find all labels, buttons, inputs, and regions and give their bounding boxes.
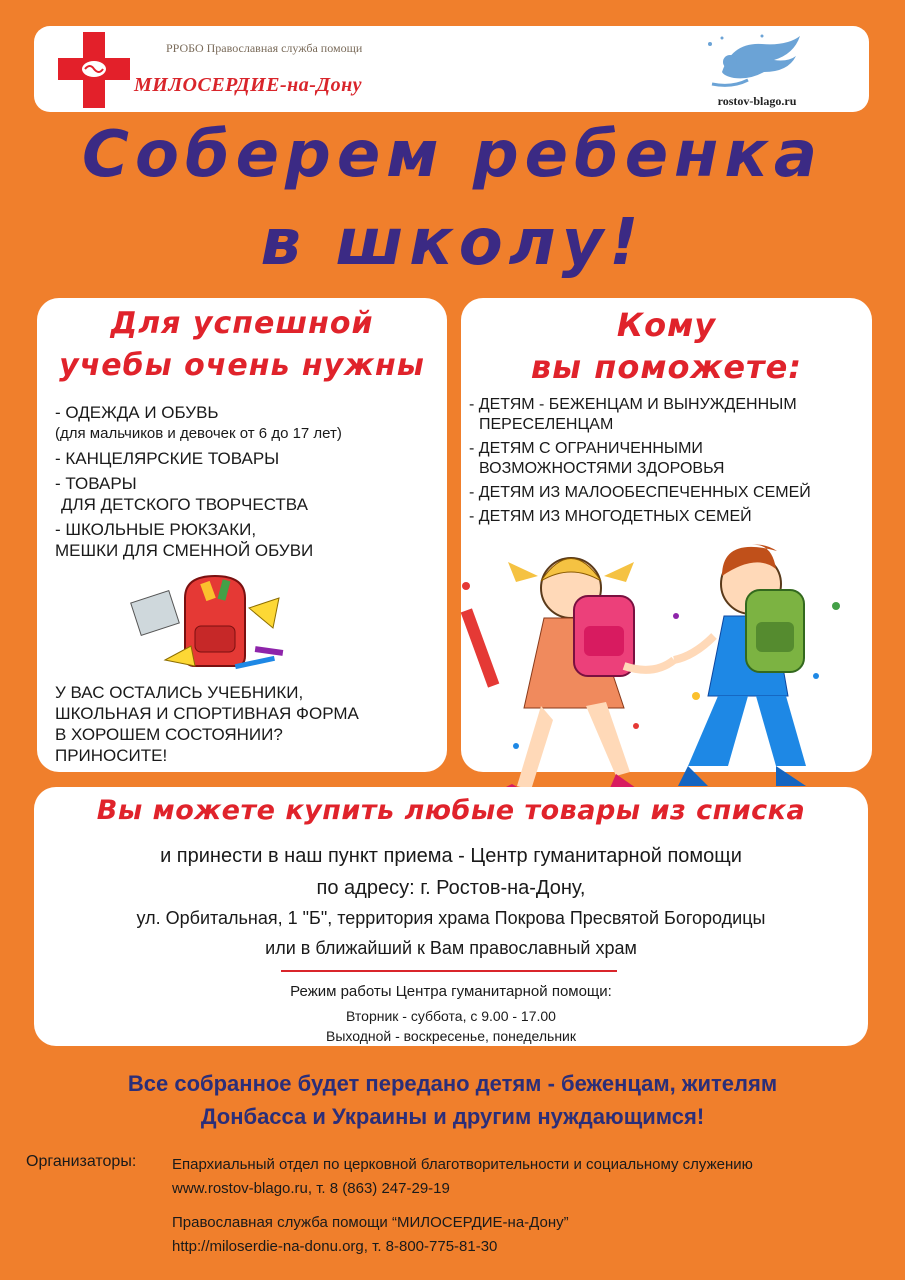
needs-heading-line2: учебы очень нужны xyxy=(59,348,425,383)
address-line3: ул. Орбитальная, 1 "Б", территория храма Покрова Пресвятой Богородицы xyxy=(136,908,766,928)
extra-note: У ВАС ОСТАЛИСЬ УЧЕБНИКИ, ШКОЛЬНАЯ И СПОРТИВНАЯ ФОРМА В ХОРОШЕМ СОСТОЯНИИ? ПРИНОСИТЕ! xyxy=(55,683,359,765)
site-url: rostov-blago.ru xyxy=(717,94,797,108)
org-name: МИЛОСЕРДИЕ-на-Дону xyxy=(134,74,363,96)
children-illustration-icon xyxy=(456,526,856,806)
final-statement-line1: Все собранное будет передано детям - беженцам, жителям xyxy=(127,1071,778,1096)
recipients-heading-line2: вы поможете: xyxy=(530,348,803,386)
address-line2: по адресу: г. Ростов-на-Дону, xyxy=(316,877,586,899)
purchase-panel xyxy=(34,787,868,1046)
hours-weekdays: Вторник - суббота, с 9.00 - 17.00 xyxy=(346,1008,556,1024)
organizer-1-name: Епархиальный отдел по церковной благотворительности и социальному служению xyxy=(172,1156,753,1173)
main-title-line2: в школу! xyxy=(260,206,645,280)
angel-logo-icon xyxy=(702,32,806,94)
red-cross-logo-icon xyxy=(58,32,130,108)
organizer-2-contacts: http://miloserdie-na-donu.org, т. 8-800-775-81-30 xyxy=(172,1238,498,1255)
school-supplies-illustration-icon xyxy=(125,568,295,680)
list-item: - ОДЕЖДА И ОБУВЬ (для мальчиков и девочек от 6 до 17 лет) xyxy=(55,403,342,442)
list-item: - ДЕТЯМ - БЕЖЕНЦАМ И ВЫНУЖДЕННЫМ ПЕРЕСЕЛЕНЦАМ xyxy=(469,396,797,433)
organizers-label: Организаторы: xyxy=(26,1153,137,1170)
purchase-heading: Вы можете купить любые товары из списка xyxy=(96,795,806,826)
list-item: - ШКОЛЬНЫЕ РЮКЗАКИ, МЕШКИ ДЛЯ СМЕННОЙ ОБУВИ xyxy=(55,520,314,560)
divider xyxy=(281,970,617,972)
needs-list xyxy=(55,402,342,565)
address-line1: и принести в наш пункт приема - Центр гуманитарной помощи xyxy=(160,845,742,867)
list-item: - КАНЦЕЛЯРСКИЕ ТОВАРЫ xyxy=(55,449,280,468)
needs-heading-line1: Для успешной xyxy=(110,306,374,341)
list-item: - ДЕТЯМ ИЗ МНОГОДЕТНЫХ СЕМЕЙ xyxy=(469,508,752,525)
organizer-1-contacts: www.rostov-blago.ru, т. 8 (863) 247-29-19 xyxy=(172,1180,450,1197)
org-subtitle: РРОБО Православная служба помощи xyxy=(166,41,363,55)
list-item: - ДЕТЯМ ИЗ МАЛООБЕСПЕЧЕННЫХ СЕМЕЙ xyxy=(469,484,811,501)
needs-panel xyxy=(37,298,447,772)
recipients-list xyxy=(469,395,811,531)
list-item: - ДЕТЯМ С ОГРАНИЧЕННЫМИ ВОЗМОЖНОСТЯМИ ЗДОРОВЬЯ xyxy=(469,440,725,477)
hours-days-off: Выходной - воскресенье, понедельник xyxy=(325,1028,577,1044)
address-line4: или в ближайший к Вам православный храм xyxy=(265,938,637,958)
main-title-line1: Соберем ребенка xyxy=(82,118,823,192)
final-statement-line2: Донбасса и Украины и другим нуждающимся! xyxy=(200,1104,705,1129)
organizer-2-name: Православная служба помощи “МИЛОСЕРДИЕ-на-Дону” xyxy=(172,1214,569,1231)
recipients-heading-line1: Кому xyxy=(616,306,717,344)
list-item: - ТОВАРЫ ДЛЯ ДЕТСКОГО ТВОРЧЕСТВА xyxy=(55,474,308,514)
hours-title: Режим работы Центра гуманитарной помощи: xyxy=(290,983,612,1000)
recipients-panel xyxy=(461,298,872,772)
header-banner xyxy=(34,26,869,112)
